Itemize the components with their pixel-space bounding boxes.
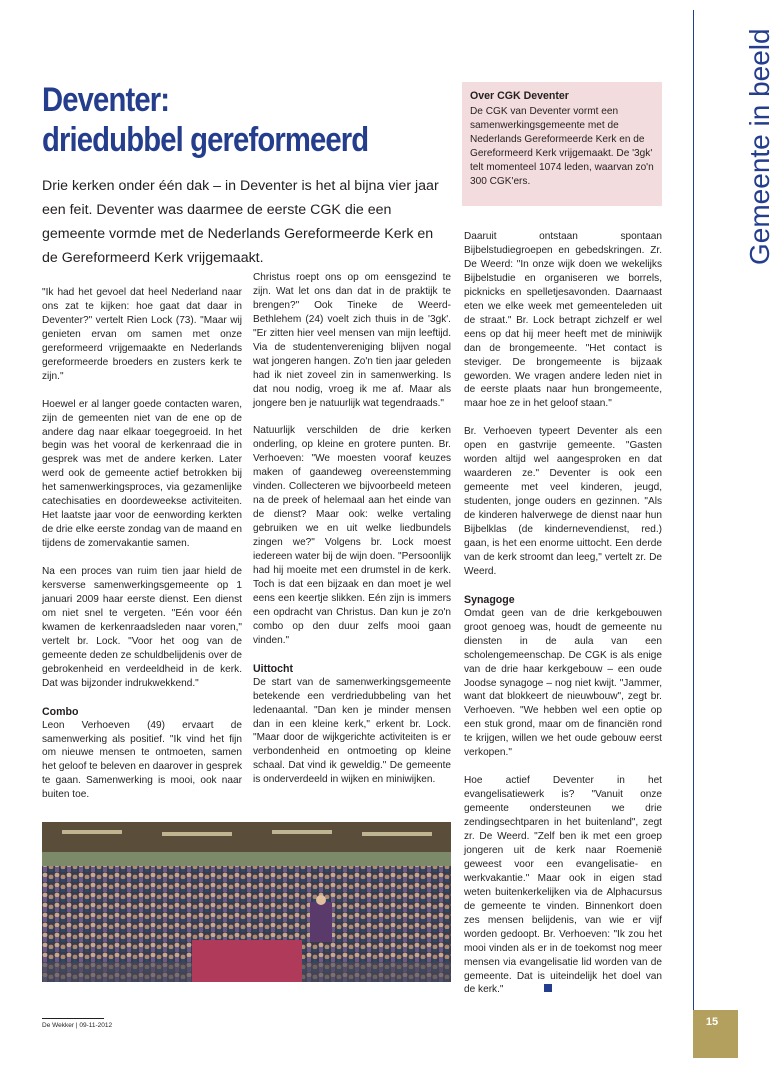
subheading-synagoge: Synagoge [464, 593, 515, 606]
section-label: Gemeente in beeld [744, 28, 775, 265]
subheading-uittocht: Uittocht [253, 662, 294, 675]
paragraph: Daaruit ontstaan spontaan Bijbelstudiegroepen en gebedskringen. Zr. De Weerd: "In onze wijk doen we wekelijks Bijbelstudie en organiseren we borrels, picknicks en spelletjesavonden. Daarnaast eten we elke week met gemeenteleden uit de straat." Br. Lock betrapt zichzelf er wel eens op dat hij meer heeft met de miniwijk dan de brongemeente. "Het contact is steviger. De brongemeente is bijzaak geworden. We vragen andere leden niet in de eerste plaats naar hun brongemeente, maar hoe ze in het geloof staan." [464, 231, 662, 410]
paragraph: Omdat geen van de drie kerkgebouwen groot genoeg was, houdt de gemeente nu diensten in de aula van een scholengemeenschap. De CGK is als enige van de drie haar kerkgebouw – een oude Joodse synagoge – nog niet kwijt. "Jammer, want dat blokkeert de nieuwbouw", zegt br. Verhoeven. "We hebben wel een optie op een stuk grond, maar om de financiën rond te krijgen, willen we het oude gebouw eerst verkopen." [464, 607, 662, 759]
paragraph: Na een proces van ruim tien jaar hield de kersverse samenwerkingsgemeente op 1 januari 2009 haar eerste dienst. Een dienst om niet snel te vergeten. "Eén voor één kwamen de kerkenraadsleden naar voren," vertelt br. Lock. "Voor het oog van de gemeente deden ze schuldbelijdenis over de gebrokenheid en verdeeldheid in de kerk. Dat was bijzonder indrukwekkend." [42, 566, 242, 689]
section-divider-line [693, 10, 694, 1010]
paragraph: De start van de samenwerkingsgemeente betekende een verdriedubbeling van het ledenaantal. "Dan ken je minder mensen dan in een kleine kerk," erkent br. Lock. "Maar door de wijkgerichte activiteiten is er verbondenheid en ontmoeting op kleine schaal. Dat vind ik geweldig." De gemeente is onderverdeeld in wijken en miniwijken. [253, 676, 451, 786]
paragraph: "Ik had het gevoel dat heel Nederland naar ons zat te kijken: hoe gaat dat daar in Deventer?" vertelt Rien Lock (73). "Maar wij genieten ervan om samen met onze gereformeerd vrijgemaakte en Nederlands gereformeerde broeders en zusters kerk te zijn." [42, 287, 242, 382]
info-box-body: De CGK van Deventer vormt een samenwerkingsgemeente met de Nederlands Gereformeerde Kerk en de Gereformeerd Kerk vrijgemaakt. De '3gk' telt momenteel 1074 leden, waarvan zo'n 300 CGK'ers. [470, 106, 654, 187]
page-number-box [693, 1010, 738, 1058]
paragraph: Hoewel er al langer goede contacten waren, zijn de gemeenten niet van de ene op de andere dag naar elkaar toegegroeid. In het begin was het vooral de kerkenraad die in gesprek was met de andere kerken. Later werd ook de gemeente actief betrokken bij het samenwerkingsproces, via gezamenlijke catechisaties en doordeweekse activiteiten. Het laatste jaar voor de eenwording kerkten de drie elke eerste zondag van de maand en tijdens de zomervakantie samen. [42, 398, 242, 550]
info-box [462, 82, 662, 206]
footer-publication: De Wekker | 09-11-2012 [42, 1022, 113, 1029]
paragraph: Br. Verhoeven typeert Deventer als een open en gastvrije gemeente. "Gasten worden altijd wel aangesproken en dat waarderen ze." Deventer is ook een gemeente met veel kinderen, jeugd, studenten, jonge ouders en gezinnen. "Als de kinderen halverwege de dienst naar hun Bijbelklas (de kindernevendienst, red.) gaan, is het een enorme uittocht. Een derde van de kerk stroomt dan leeg," vertelt zr. De Weerd. [464, 426, 662, 577]
footer-rule [42, 1018, 104, 1019]
paragraph: Christus roept ons op om eensgezind te zijn. Wat let ons dan dat in de praktijk te brengen?" Ook Tineke de Weerd-Bethlehem (24) voelt zich thuis in de '3gk'. "Er zitten hier veel mensen van mijn leeftijd. Via de studentenvereniging blijven nogal wat jongeren hangen. Zo'n tien jaar geleden had ik niet zoveel zin in samenwerking. Is dat nou nodig, vroeg ik me af. Maar als jongere ben je natuurlijk wat tegendraads." [253, 272, 451, 409]
paragraph: Leon Verhoeven (49) ervaart de samenwerking als positief. "Ik vind het fijn om nieuwe mensen te ontmoeten, samen het geloof te beleven en daarover in gesprek te gaan. Samenwerking is mooi, ook naar buiten toe. [42, 719, 242, 801]
end-mark-icon [544, 984, 552, 992]
article-title [42, 80, 403, 160]
column-2 [253, 271, 451, 801]
congregation-photo-graphic [42, 822, 451, 982]
page-number: 15 [705, 1016, 719, 1028]
info-box-heading: Over CGK Deventer [470, 90, 569, 102]
title-line-2: driedubbel gereformeerd [42, 121, 369, 159]
intro-paragraph: Drie kerken onder één dak – in Deventer is het al bijna vier jaar een feit. Deventer was daarmee de eerste CGK die een gemeente vormde met de Nederlands Gereformeerde Kerk en de Gereformeerd Kerk vrijgemaakt. [42, 178, 439, 266]
paragraph-last-text: Hoe actief Deventer in het evangelisatiewerk is? "Vanuit onze gemeente ondersteunen we drie zendingsechtparen in het buitenland", zegt zr. De Weerd. "Zelf ben ik met een groep jongeren uit de kerk naar Roemenië geweest voor een evangelisatie- en werkvakantie." Maar ook in eigen stad weten buitenkerkelijken via de Alphacursus de gemeente te vinden. Binnenkort doen zes mensen belijdenis, van wie er vijf worden gedoopt. Br. Verhoeven: "Ik zou het mooi vinden als er in de toekomst nog meer mensen via evangelisatie lid worden van de gemeente. Dat is uiteindelijk het doel van de kerk." [464, 775, 662, 996]
subheading-combo: Combo [42, 705, 79, 718]
column-1 [42, 286, 242, 816]
congregation-photo [42, 822, 451, 982]
paragraph: Natuurlijk verschilden de drie kerken onderling, op kleine en grotere punten. Br. Verhoeven: "We moesten vooraf keuzes maken of gaandeweg overeenstemming vinden. Collecteren we bijvoorbeeld meteen na de preek of helemaal aan het einde van de dienst? Maar ook: welke vertaling gebruiken we en uit welke liedbundels zingen we?" Volgens br. Lock moest iedereen water bij de wijn doen. "Persoonlijk had hij moeite met een drumstel in de kerk. Toch is dat een bijzaak en dan moet je wel eens een keertje slikken. Eén zijn is immers een opdracht van Christus. Dan kun je zo'n combo op den duur zelfs mooi gaan vinden." [253, 425, 451, 646]
column-3 [464, 230, 662, 1011]
title-line-1: Deventer: [42, 81, 170, 119]
paragraph-last [464, 774, 662, 997]
